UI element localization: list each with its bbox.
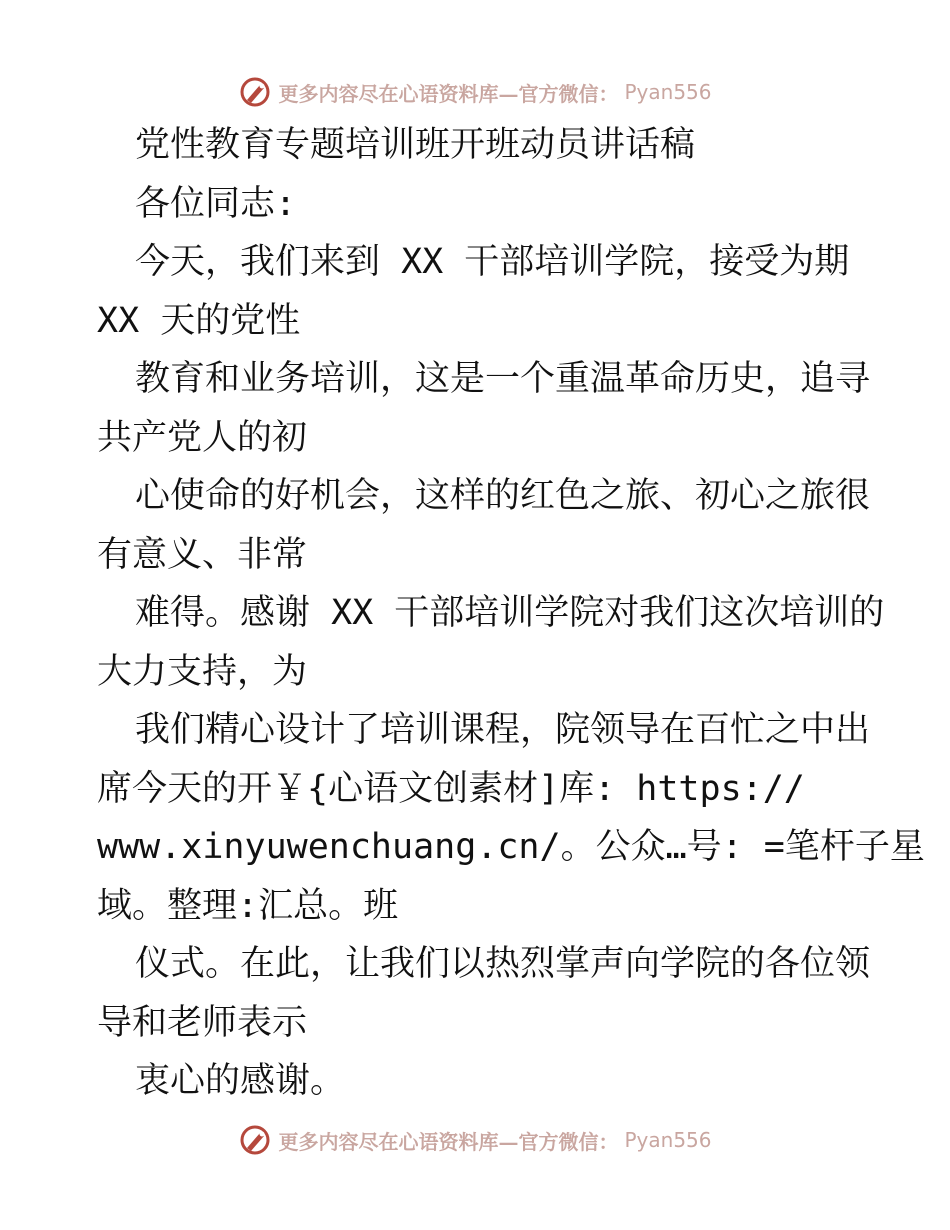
text-line: 共产党人的初 <box>97 417 308 458</box>
text-line: 我们精心设计了培训课程，院领导在百忙之中出 <box>135 710 871 750</box>
document-body <box>97 116 925 1111</box>
text-line: www.xinyuwenchuang.cn/。公众…号: =笔杆子星 <box>97 827 925 867</box>
text-line: 今天，我们来到 XX 干部培训学院，接受为期 <box>135 242 850 282</box>
pen-nib-circle-icon <box>238 1123 272 1157</box>
salutation: 各位同志: <box>135 183 297 224</box>
pen-nib-circle-icon <box>238 75 272 109</box>
text-line: 导和老师表示 <box>97 1002 308 1043</box>
text-line: 域。整理:汇总。班 <box>97 885 399 926</box>
text-line: 教育和业务培训，这是一个重温革命历史，追寻 <box>135 359 871 399</box>
text-line: 席今天的开￥{心语文创素材]库: https:// <box>97 768 805 809</box>
text-line: 仪式。在此，让我们以热烈掌声向学院的各位领 <box>135 944 871 984</box>
text-line: 大力支持，为 <box>97 651 308 692</box>
watermark-contact: Pyan556 <box>624 80 712 104</box>
watermark-text: 更多内容尽在心语资料库—官方微信： <box>278 1129 619 1154</box>
text-line: 有意义、非常 <box>97 534 308 575</box>
document-title: 党性教育专题培训班开班动员讲话稿 <box>135 125 696 165</box>
watermark-banner-top <box>0 72 950 112</box>
text-line: 难得。感谢 XX 干部培训学院对我们这次培训的 <box>135 593 885 633</box>
text-line: 衷心的感谢。 <box>135 1061 346 1101</box>
watermark-text: 更多内容尽在心语资料库—官方微信： <box>278 81 619 106</box>
watermark-contact: Pyan556 <box>624 1128 712 1152</box>
watermark-banner-bottom <box>0 1120 950 1160</box>
text-line: XX 天的党性 <box>97 300 301 341</box>
text-line: 心使命的好机会，这样的红色之旅、初心之旅很 <box>135 476 871 516</box>
